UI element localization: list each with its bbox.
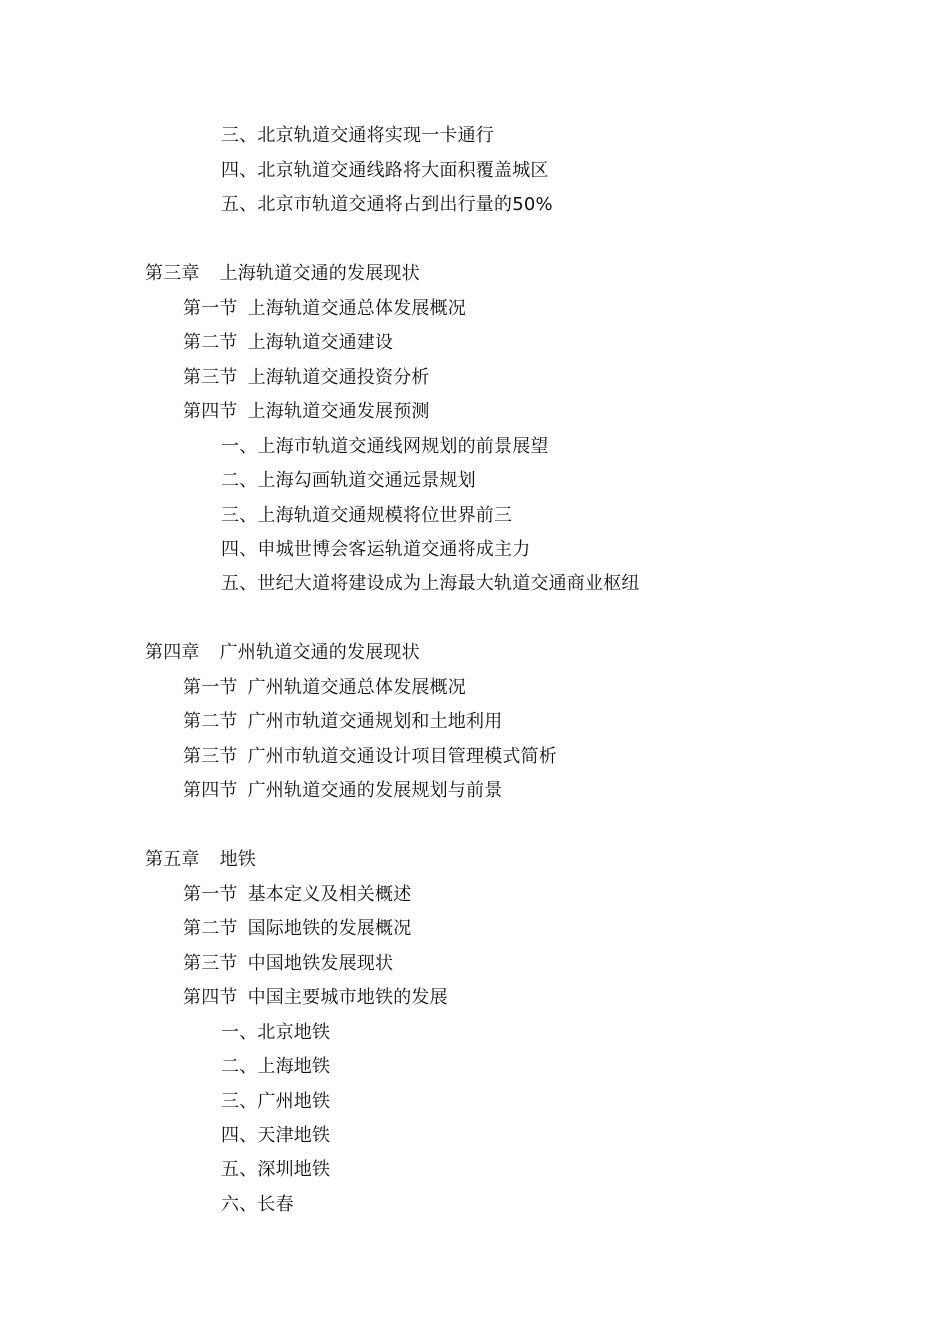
- section-heading: [183, 401, 430, 423]
- section-heading: [183, 746, 557, 768]
- section-title: 上海轨道交通建设: [247, 332, 394, 353]
- section-heading: [183, 780, 502, 802]
- toc-item: 四、北京轨道交通线路将大面积覆盖城区: [221, 160, 549, 181]
- section-title: 广州市轨道交通设计项目管理模式简析: [247, 746, 558, 767]
- section-title: 中国主要城市地铁的发展: [247, 987, 448, 1008]
- section-heading: [183, 677, 466, 699]
- section-number: 第三节: [183, 367, 238, 388]
- section-number: 第二节: [183, 711, 238, 732]
- section-number: 第四节: [183, 780, 238, 801]
- section-title: 广州轨道交通总体发展概况: [247, 677, 467, 698]
- toc-item: 六、长春: [221, 1194, 294, 1215]
- section-number: 第一节: [183, 884, 238, 905]
- section-number: 第二节: [183, 918, 238, 939]
- section-title: 基本定义及相关概述: [247, 884, 412, 905]
- toc-item: 五、世纪大道将建设成为上海最大轨道交通商业枢纽: [221, 573, 640, 594]
- toc-item: 一、上海市轨道交通线网规划的前景展望: [221, 436, 549, 457]
- section-number: 第一节: [183, 298, 238, 319]
- section-heading: [183, 987, 448, 1009]
- chapter-number: 第四章: [145, 642, 200, 663]
- section-title: 上海轨道交通投资分析: [247, 367, 430, 388]
- toc-item: 二、上海勾画轨道交通远景规划: [221, 470, 476, 491]
- chapter-heading: [145, 849, 256, 871]
- chapter-number: 第五章: [145, 849, 200, 870]
- section-number: 第四节: [183, 987, 238, 1008]
- section-number: 第三节: [183, 953, 238, 974]
- section-number: 第二节: [183, 332, 238, 353]
- section-heading: [183, 367, 430, 389]
- section-title: 广州轨道交通的发展规划与前景: [247, 780, 503, 801]
- toc-item: 三、北京轨道交通将实现一卡通行: [221, 125, 494, 146]
- toc-item: 四、天津地铁: [221, 1125, 331, 1146]
- section-title: 上海轨道交通发展预测: [247, 401, 430, 422]
- toc-item: 一、北京地铁: [221, 1022, 331, 1043]
- section-heading: [183, 711, 502, 733]
- section-number: 第一节: [183, 677, 238, 698]
- section-heading: [183, 332, 393, 354]
- chapter-number: 第三章: [145, 263, 200, 284]
- toc-item: 五、深圳地铁: [221, 1159, 331, 1180]
- section-title: 国际地铁的发展概况: [247, 918, 412, 939]
- section-number: 第四节: [183, 401, 238, 422]
- chapter-heading: [145, 263, 420, 285]
- section-title: 中国地铁发展现状: [247, 953, 394, 974]
- toc-item: 二、上海地铁: [221, 1056, 331, 1077]
- section-heading: [183, 884, 411, 906]
- section-heading: [183, 298, 466, 320]
- toc-item: 五、北京市轨道交通将占到出行量的50%: [221, 194, 553, 215]
- section-number: 第三节: [183, 746, 238, 767]
- chapter-heading: [145, 642, 420, 664]
- chapter-title: 上海轨道交通的发展现状: [219, 263, 420, 284]
- chapter-title: 广州轨道交通的发展现状: [219, 642, 420, 663]
- section-heading: [183, 918, 411, 940]
- section-title: 广州市轨道交通规划和土地利用: [247, 711, 503, 732]
- toc-item: 四、申城世博会客运轨道交通将成主力: [221, 539, 531, 560]
- chapter-title: 地铁: [219, 849, 257, 870]
- toc-item: 三、上海轨道交通规模将位世界前三: [221, 505, 513, 526]
- section-title: 上海轨道交通总体发展概况: [247, 298, 467, 319]
- section-heading: [183, 953, 393, 975]
- toc-item: 三、广州地铁: [221, 1091, 331, 1112]
